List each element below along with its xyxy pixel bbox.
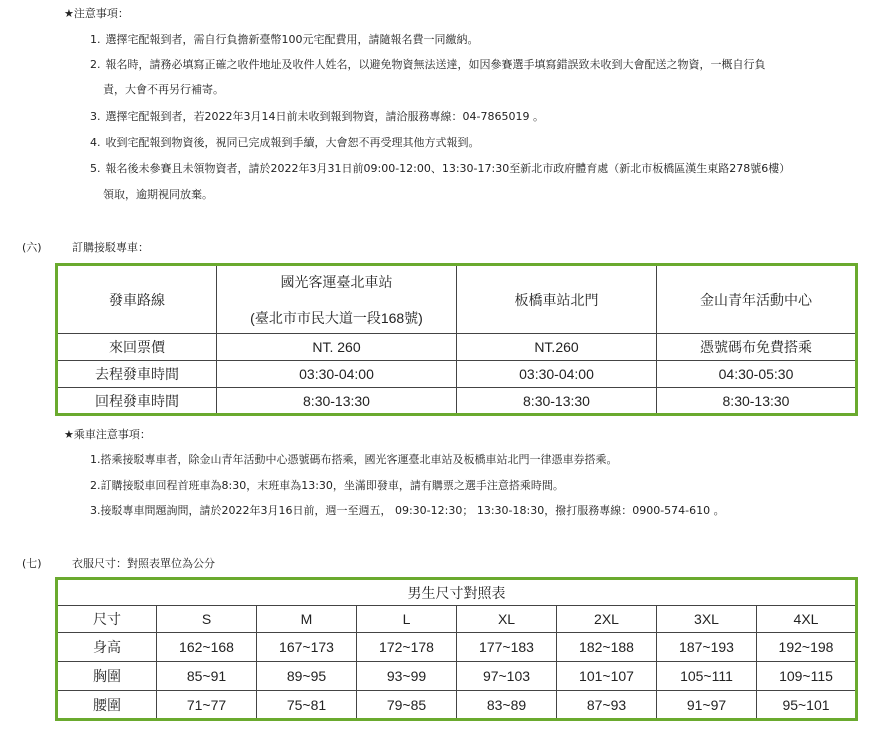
table-cell: 109~115 bbox=[757, 662, 857, 691]
section-6-number: (六) bbox=[22, 241, 42, 254]
notice-item-1 bbox=[90, 33, 479, 47]
table-cell: 182~188 bbox=[557, 633, 657, 662]
row-label: 身高 bbox=[57, 633, 157, 662]
table-row bbox=[57, 662, 857, 691]
table-row bbox=[57, 388, 857, 415]
notice-item-text: 報名後未參賽且未領物資者，請於2022年3月31日前09:00-12:00、13:30-17:30至新北市政府體育處（新北市板橋區漢生東路278號6樓） bbox=[105, 162, 791, 175]
notice-item-3 bbox=[90, 110, 544, 124]
notice-item-2-continued: 責，大會不再另行補寄。 bbox=[103, 83, 224, 96]
section-7-number: (七) bbox=[22, 557, 42, 570]
table-cell: 8:30-13:30 bbox=[217, 388, 457, 415]
stop-name: 國光客運臺北車站 bbox=[280, 273, 393, 290]
size-chart-table bbox=[55, 577, 858, 721]
notice-item-number: 5. bbox=[90, 162, 101, 175]
table-cell: NT. 260 bbox=[217, 334, 457, 361]
table-cell: 97~103 bbox=[457, 662, 557, 691]
stop-cell-banqiao: 板橋車站北門 bbox=[457, 265, 657, 334]
table-cell: 8:30-13:30 bbox=[657, 388, 857, 415]
column-header: 4XL bbox=[757, 606, 857, 633]
table-cell: 03:30-04:00 bbox=[217, 361, 457, 388]
notice-item-number: 3. bbox=[90, 110, 101, 123]
notice-item-number: 2. bbox=[90, 58, 101, 71]
notice-item-2 bbox=[90, 58, 766, 72]
table-cell: 177~183 bbox=[457, 633, 557, 662]
column-header: 3XL bbox=[657, 606, 757, 633]
notice-item-5 bbox=[90, 162, 790, 176]
table-cell: 91~97 bbox=[657, 691, 757, 720]
table-row bbox=[57, 361, 857, 388]
table-cell: 75~81 bbox=[257, 691, 357, 720]
table-cell: 85~91 bbox=[157, 662, 257, 691]
column-header: M bbox=[257, 606, 357, 633]
column-header: L bbox=[357, 606, 457, 633]
section-6-title: 訂購接駁專車： bbox=[72, 241, 149, 254]
column-header: S bbox=[157, 606, 257, 633]
table-cell: 192~198 bbox=[757, 633, 857, 662]
stop-address: (臺北市市民大道一段168號) bbox=[250, 309, 423, 326]
table-cell: 95~101 bbox=[757, 691, 857, 720]
boarding-notes-heading: ★乘車注意事項： bbox=[64, 428, 151, 441]
table-cell: 04:30-05:30 bbox=[657, 361, 857, 388]
notice-item-5-continued: 領取，逾期視同放棄。 bbox=[103, 188, 213, 201]
table-row bbox=[57, 334, 857, 361]
table-cell: 71~77 bbox=[157, 691, 257, 720]
column-header: XL bbox=[457, 606, 557, 633]
notice-heading: ★注意事項： bbox=[64, 7, 129, 20]
notice-item-text: 選擇宅配報到者，需自行負擔新臺幣100元宅配費用，請隨報名費一同繳納。 bbox=[105, 33, 479, 46]
table-row bbox=[57, 691, 857, 720]
boarding-note-2: 2.訂購接駁車回程首班車為8:30，末班車為13:30，坐滿即發車，請有購票之選手注意搭乘時間。 bbox=[90, 479, 564, 492]
table-cell: 89~95 bbox=[257, 662, 357, 691]
row-label: 腰圍 bbox=[57, 691, 157, 720]
section-7-title: 衣服尺寸：對照表單位為公分 bbox=[72, 557, 215, 570]
table-cell: 79~85 bbox=[357, 691, 457, 720]
stop-cell-jinshan: 金山青年活動中心 bbox=[657, 265, 857, 334]
table-cell: 93~99 bbox=[357, 662, 457, 691]
row-label: 來回票價 bbox=[57, 334, 217, 361]
column-header: 尺寸 bbox=[57, 606, 157, 633]
notice-item-number: 1. bbox=[90, 33, 101, 46]
table-cell: 8:30-13:30 bbox=[457, 388, 657, 415]
table-cell: 162~168 bbox=[157, 633, 257, 662]
row-label: 回程發車時間 bbox=[57, 388, 217, 415]
table-row bbox=[57, 606, 857, 633]
row-label: 去程發車時間 bbox=[57, 361, 217, 388]
boarding-note-1: 1.搭乘接駁專車者，除金山青年活動中心憑號碼布搭乘，國光客運臺北車站及板橋車站北門一律憑車券搭乘。 bbox=[90, 453, 618, 466]
size-chart-caption: 男生尺寸對照表 bbox=[57, 579, 857, 606]
table-cell: 187~193 bbox=[657, 633, 757, 662]
table-row bbox=[57, 633, 857, 662]
table-row bbox=[57, 579, 857, 606]
row-label: 胸圍 bbox=[57, 662, 157, 691]
table-cell: 105~111 bbox=[657, 662, 757, 691]
table-cell: 101~107 bbox=[557, 662, 657, 691]
notice-item-4 bbox=[90, 136, 480, 150]
notice-item-text: 報名時，請務必填寫正確之收件地址及收件人姓名，以避免物資無法送達，如因參賽選手填寫錯誤致未收到大會配送之物資，一概自行負 bbox=[105, 58, 766, 71]
route-header-cell: 發車路線 bbox=[57, 265, 217, 334]
table-cell: 83~89 bbox=[457, 691, 557, 720]
table-cell: 87~93 bbox=[557, 691, 657, 720]
notice-item-text: 收到宅配報到物資後，視同已完成報到手續，大會恕不再受理其他方式報到。 bbox=[105, 136, 480, 149]
stop-cell-taipei bbox=[217, 265, 457, 334]
table-cell: 172~178 bbox=[357, 633, 457, 662]
table-cell: 憑號碼布免費搭乘 bbox=[657, 334, 857, 361]
notice-item-number: 4. bbox=[90, 136, 101, 149]
table-row bbox=[57, 265, 857, 334]
boarding-note-3: 3.接駁專車問題詢問，請於2022年3月16日前，週一至週五， 09:30-12:30； 13:30-18:30，撥打服務專線：0900-574-610 。 bbox=[90, 504, 725, 517]
table-cell: 167~173 bbox=[257, 633, 357, 662]
shuttle-bus-table bbox=[55, 263, 858, 416]
table-cell: 03:30-04:00 bbox=[457, 361, 657, 388]
column-header: 2XL bbox=[557, 606, 657, 633]
table-cell: NT.260 bbox=[457, 334, 657, 361]
notice-item-text: 選擇宅配報到者，若2022年3月14日前未收到報到物資，請洽服務專線：04-7865019 。 bbox=[105, 110, 544, 123]
